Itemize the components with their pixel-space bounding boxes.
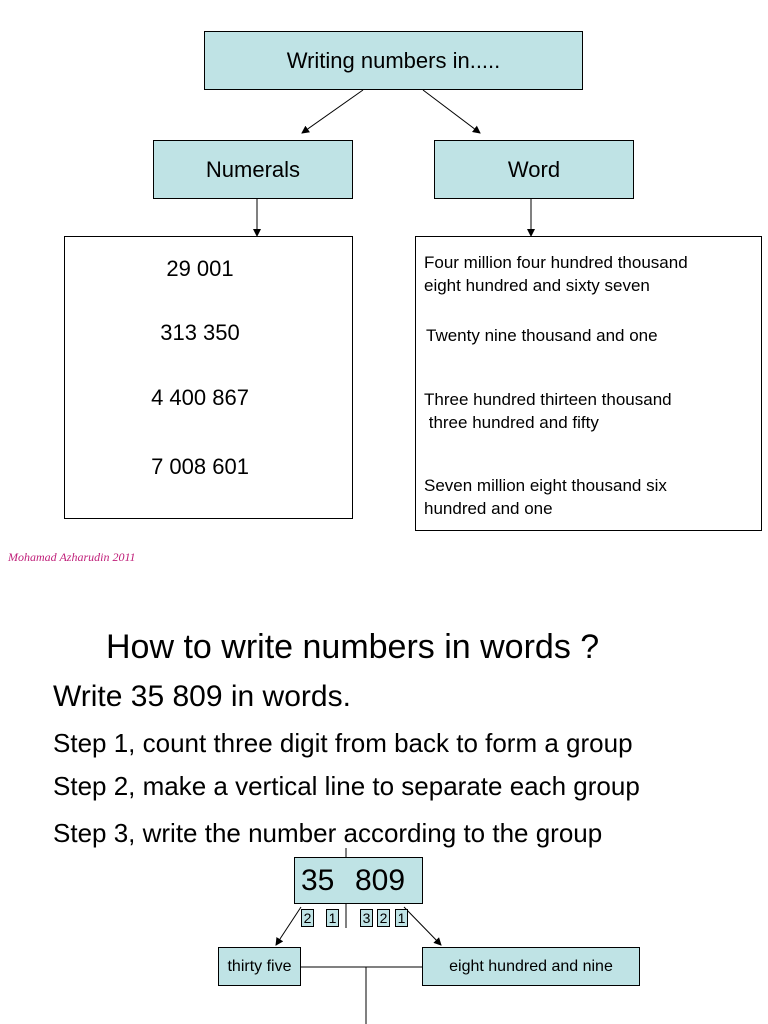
number-box bbox=[294, 857, 423, 904]
place-right-1: 3 bbox=[360, 909, 373, 927]
word-entry-1-line-1: Four million four hundred thousand bbox=[424, 253, 688, 272]
place-left-2: 1 bbox=[326, 909, 339, 927]
numeral-1: 29 001 bbox=[166, 256, 234, 281]
instruction-line-1: Write 35 809 in words. bbox=[53, 680, 351, 713]
section-heading: How to write numbers in words ? bbox=[106, 628, 600, 666]
number-right-group: 809 bbox=[355, 864, 406, 897]
numeral-4: 7 008 601 bbox=[151, 454, 249, 479]
arrow-title-to-numerals bbox=[302, 90, 363, 133]
place-right-3: 1 bbox=[395, 909, 408, 927]
title-box bbox=[204, 31, 583, 90]
word-left-text: thirty five bbox=[227, 957, 292, 975]
word-box bbox=[434, 140, 634, 199]
thirty-five-box bbox=[218, 947, 301, 986]
numerals-box bbox=[153, 140, 353, 199]
word-entry-4-line-1: Seven million eight thousand six bbox=[424, 476, 667, 495]
credit-text: Mohamad Azharudin 2011 bbox=[8, 550, 136, 564]
numeral-3: 4 400 867 bbox=[151, 385, 249, 410]
instruction-line-3: Step 2, make a vertical line to separate each group bbox=[53, 771, 640, 801]
word-right-text: eight hundred and nine bbox=[449, 957, 613, 975]
eight-hundred-nine-box bbox=[422, 947, 640, 986]
word-entry-4-line-2: hundred and one bbox=[424, 499, 553, 518]
number-left-group: 35 bbox=[301, 864, 335, 897]
word-entry-3-line-1: Three hundred thirteen thousand bbox=[424, 390, 672, 409]
numeral-2: 313 350 bbox=[160, 320, 240, 345]
arrow-title-to-word bbox=[423, 90, 480, 133]
numerals-label: Numerals bbox=[205, 156, 301, 182]
word-label: Word bbox=[507, 156, 561, 182]
arrow-right-group bbox=[404, 907, 441, 945]
arrow-left-group bbox=[276, 907, 301, 945]
instruction-line-2: Step 1, count three digit from back to form a group bbox=[53, 728, 633, 758]
place-left-1: 2 bbox=[301, 909, 314, 927]
word-entry-1-line-2: eight hundred and sixty seven bbox=[424, 276, 650, 295]
title-text: Writing numbers in..... bbox=[286, 47, 501, 73]
word-entry-2-line-1: Twenty nine thousand and one bbox=[426, 326, 658, 345]
place-right-2: 2 bbox=[377, 909, 390, 927]
word-entry-3-line-2: three hundred and fifty bbox=[424, 413, 599, 432]
instruction-line-4: Step 3, write the number according to the group bbox=[53, 818, 603, 848]
